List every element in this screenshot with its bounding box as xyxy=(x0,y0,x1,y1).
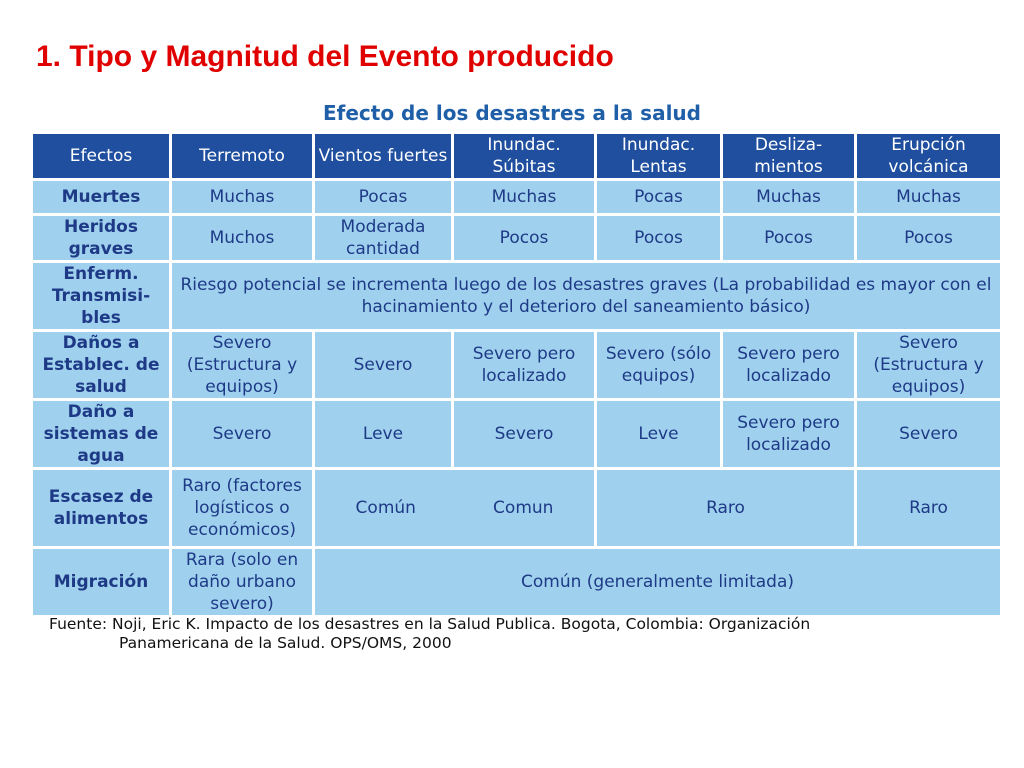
row-label: Enferm. Transmisi-bles xyxy=(32,262,171,331)
header-erupcion-volcanica: Erupción volcánica xyxy=(856,133,1002,180)
table-cell: Pocos xyxy=(596,215,722,262)
table-cell: Muchas xyxy=(722,180,856,215)
header-inundac-lentas: Inundac. Lentas xyxy=(596,133,722,180)
table-cell: Severo xyxy=(453,400,596,469)
merged-cell: Riesgo potencial se incrementa luego de los desastres graves (La probabilidad es mayor con el hacinamiento y el deterioro del saneamiento básico) xyxy=(171,262,1002,331)
source-line-2: Panamericana de la Salud. OPS/OMS, 2000 xyxy=(119,634,452,652)
table-cell: Severo (Estructura y equipos) xyxy=(171,331,314,400)
table-cell: Severo xyxy=(314,331,453,400)
table-row-sistemas-agua xyxy=(32,400,1002,469)
table-cell: Raro xyxy=(596,469,856,548)
table-cell: Leve xyxy=(314,400,453,469)
table-title: Efecto de los desastres a la salud xyxy=(323,101,701,125)
table-cell: Muchas xyxy=(856,180,1002,215)
table-cell: Raro xyxy=(856,469,1002,548)
header-efectos: Efectos xyxy=(32,133,171,180)
table-cell: Leve xyxy=(596,400,722,469)
row-label: Migración xyxy=(32,548,171,617)
table-cell: Muchas xyxy=(453,180,596,215)
table-cell: Muchos xyxy=(171,215,314,262)
header-vientos-fuertes: Vientos fuertes xyxy=(314,133,453,180)
table-cell: Severo pero localizado xyxy=(453,331,596,400)
table-row-migracion xyxy=(32,548,1002,617)
table-cell: Severo pero localizado xyxy=(722,400,856,469)
table-cell: Pocos xyxy=(722,215,856,262)
header-deslizamientos: Desliza-mientos xyxy=(722,133,856,180)
table-row-enferm-transmisibles xyxy=(32,262,1002,331)
table-cell: Severo pero localizado xyxy=(722,331,856,400)
table-cell-pair xyxy=(314,469,596,548)
row-label: Muertes xyxy=(32,180,171,215)
table-row-muertes xyxy=(32,180,1002,215)
header-row xyxy=(32,133,1002,180)
source-line-1: Fuente: Noji, Eric K. Impacto de los desastres en la Salud Publica. Bogota, Colombia: Organización xyxy=(49,615,811,633)
effects-table xyxy=(30,131,1003,618)
table-cell: Rara (solo en daño urbano severo) xyxy=(171,548,314,617)
table-cell: Pocos xyxy=(856,215,1002,262)
row-label: Daño a sistemas de agua xyxy=(32,400,171,469)
table-cell: Muchas xyxy=(171,180,314,215)
table-row-danos-establecimientos xyxy=(32,331,1002,400)
header-terremoto: Terremoto xyxy=(171,133,314,180)
table-cell: Severo (Estructura y equipos) xyxy=(856,331,1002,400)
cell-text: Común xyxy=(355,498,416,518)
table-cell: Moderada cantidad xyxy=(314,215,453,262)
row-label: Escasez de alimentos xyxy=(32,469,171,548)
table-cell: Pocas xyxy=(314,180,453,215)
table-cell: Raro (factores logísticos o económicos) xyxy=(171,469,314,548)
slide-title: 1. Tipo y Magnitud del Evento producido xyxy=(36,40,614,73)
table-cell: Pocas xyxy=(596,180,722,215)
table-cell: Severo (sólo equipos) xyxy=(596,331,722,400)
source-citation xyxy=(49,615,989,653)
table-row-escasez-alimentos xyxy=(32,469,1002,548)
merged-cell: Común (generalmente limitada) xyxy=(314,548,1002,617)
table-row-heridos xyxy=(32,215,1002,262)
cell-text: Comun xyxy=(493,498,554,518)
table-cell: Severo xyxy=(171,400,314,469)
row-label: Heridos graves xyxy=(32,215,171,262)
table-cell: Severo xyxy=(856,400,1002,469)
cell-pair xyxy=(317,497,592,519)
table-cell: Pocos xyxy=(453,215,596,262)
header-inundac-subitas: Inundac. Súbitas xyxy=(453,133,596,180)
row-label: Daños a Establec. de salud xyxy=(32,331,171,400)
